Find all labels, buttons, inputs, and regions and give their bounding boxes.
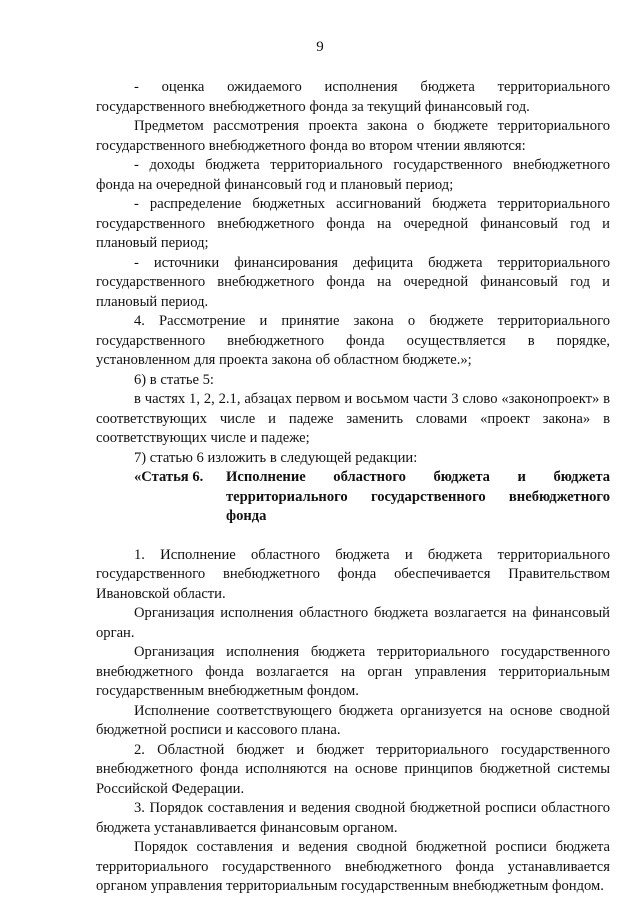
paragraph-regional-budget-list: 3. Порядок составления и ведения сводной бюджетной росписи областного бюджета устанавливается финансовым органом.	[96, 800, 610, 836]
paragraph-article-6-new-wording: 7) статью 6 изложить в следующей редакции:	[134, 449, 418, 466]
spacer	[96, 527, 610, 546]
paragraph-budget-principles: 2. Областной бюджет и бюджет территориального государственного внебюджетного фонда исполняются на основе принципов бюджетной системы Российской Федерации.	[96, 741, 610, 797]
page-number: 9	[316, 39, 324, 55]
paragraph-fund-revenues: - доходы бюджета территориального государственного внебюджетного фонда на очередной финансовый год и плановый период;	[96, 157, 610, 193]
paragraph-finance-body-role: Организация исполнения областного бюджета возлагается на финансовый орган.	[96, 605, 610, 641]
document-body	[96, 78, 610, 897]
article-number: «Статья 6.	[134, 469, 204, 485]
paragraph-word-replacement: в частях 1, 2, 2.1, абзацах первом и восьмом части 3 слово «законопроект» в соответствующих числе и падеже заменить словами «проект закона» в соответствующих числе и падеже;	[96, 391, 610, 446]
paragraph-second-reading-subject: Предметом рассмотрения проекта закона о бюджете территориального государственного внебюджетного фонда во втором чтении являются:	[96, 118, 610, 154]
paragraph-budget-allocations: - распределение бюджетных ассигнований бюджета территориального государственного внебюджетного фонда на очередной финансовый год и плановый период;	[96, 196, 610, 251]
paragraph-budget-execution-estimate: - оценка ожидаемого исполнения бюджета территориального государственного внебюджетного фонда за текущий финансовый год.	[96, 79, 610, 115]
paragraph-deficit-financing: - источники финансирования дефицита бюджета территориального государственного внебюджетного фонда на очередной финансовый год и плановый период.	[96, 254, 610, 310]
paragraph-fund-management-role: Организация исполнения бюджета территориального государственного внебюджетного фонда возлагается на орган управления территориальным государственным внебюджетным фондом.	[96, 644, 610, 699]
article-title: Исполнение областного бюджета и бюджета территориального государственного внебюджетного фонда	[226, 469, 610, 524]
paragraph-article-5-amendment: 6) в статье 5:	[134, 371, 214, 388]
paragraph-fund-budget-list: Порядок составления и ведения сводной бюджетной росписи бюджета территориального государственного внебюджетного фонда устанавливается органом управления территориальным государственным внебюджетным фондом.	[96, 839, 610, 894]
paragraph-law-adoption: 4. Рассмотрение и принятие закона о бюджете территориального государственного внебюджетного фонда осуществляется в порядке, установленном для проекта закона об областном бюджете.»;	[96, 313, 610, 368]
paragraph-budget-list-basis: Исполнение соответствующего бюджета организуется на основе сводной бюджетной росписи и кассового плана.	[96, 702, 610, 738]
paragraph-execution-by-government: 1. Исполнение областного бюджета и бюджета территориального государственного внебюджетного фонда обеспечивается Правительством Ивановской области.	[96, 546, 610, 602]
article-heading	[96, 468, 610, 527]
